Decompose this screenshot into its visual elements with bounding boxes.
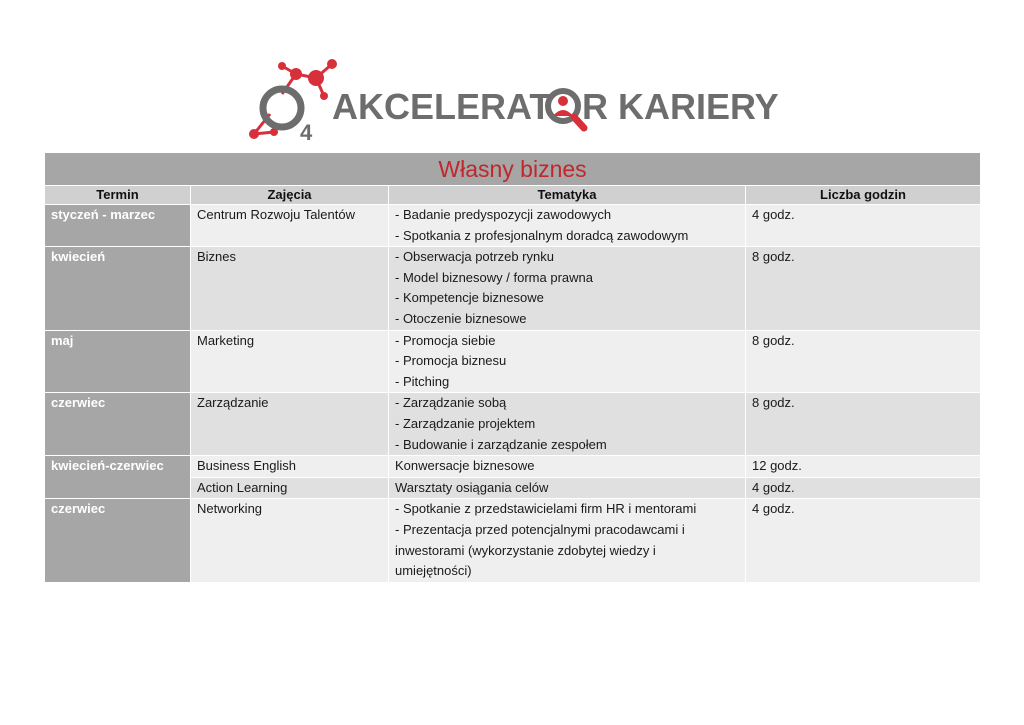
hours-cell: 4 godz.: [746, 499, 981, 582]
header-row: [45, 186, 981, 205]
table-row: [45, 456, 981, 478]
topics-cell: - Promocja siebie - Promocja biznesu - Pitching: [389, 330, 746, 393]
header-termin: Termin: [45, 186, 191, 205]
topics-cell: Konwersacje biznesowe: [389, 456, 746, 478]
activity-cell: Business English: [191, 456, 389, 478]
topics-cell: - Obserwacja potrzeb rynku - Model biznesowy / forma prawna - Kompetencje biznesowe - Otoczenie biznesowe: [389, 247, 746, 330]
activity-cell: Networking: [191, 499, 389, 582]
term-cell: kwiecień: [45, 247, 191, 330]
header-zajecia: Zajęcia: [191, 186, 389, 205]
table-row: [45, 393, 981, 456]
akcelerator-kariery-logo: [240, 56, 780, 148]
term-cell: czerwiec: [45, 499, 191, 582]
table-row: [45, 499, 981, 582]
term-cell: maj: [45, 330, 191, 393]
activity-cell: Action Learning: [191, 477, 389, 499]
activity-cell: Marketing: [191, 330, 389, 393]
logo-subscript: 4: [300, 120, 313, 145]
topics-cell: - Zarządzanie sobą - Zarządzanie projektem - Budowanie i zarządzanie zespołem: [389, 393, 746, 456]
table-title: Własny biznes: [438, 156, 587, 182]
topics-cell: - Badanie predyspozycji zawodowych - Spotkania z profesjonalnym doradcą zawodowym: [389, 205, 746, 247]
hours-cell: 12 godz.: [746, 456, 981, 478]
logo-text-prefix: AKCELERAT: [332, 86, 552, 127]
term-cell: kwiecień-czerwiec: [45, 456, 191, 499]
activity-cell: Centrum Rozwoju Talentów: [191, 205, 389, 247]
topics-cell: - Spotkanie z przedstawicielami firm HR i mentorami - Prezentacja przed potencjalnymi pracodawcami i inwestorami (wykorzystanie zdobytej wiedzy i umiejętności): [389, 499, 746, 582]
activity-cell: Zarządzanie: [191, 393, 389, 456]
o-mark: [263, 89, 301, 127]
magnifier-person-icon: [548, 91, 584, 128]
logo-text-suffix: R KARIERY: [582, 86, 779, 127]
table-row: [45, 247, 981, 330]
hours-cell: 8 godz.: [746, 393, 981, 456]
activity-cell: Biznes: [191, 247, 389, 330]
table-row: [45, 205, 981, 247]
table-title-cell: [45, 153, 981, 186]
topics-cell: Warsztaty osiągania celów: [389, 477, 746, 499]
hours-cell: 4 godz.: [746, 477, 981, 499]
hours-cell: 8 godz.: [746, 330, 981, 393]
hours-cell: 4 godz.: [746, 205, 981, 247]
header-liczba-godzin: Liczba godzin: [746, 186, 981, 205]
term-cell: czerwiec: [45, 393, 191, 456]
schedule-table: [44, 152, 981, 583]
term-cell: styczeń - marzec: [45, 205, 191, 247]
hours-cell: 8 godz.: [746, 247, 981, 330]
table-row: [45, 330, 981, 393]
logo: [240, 56, 780, 148]
header-tematyka: Tematyka: [389, 186, 746, 205]
